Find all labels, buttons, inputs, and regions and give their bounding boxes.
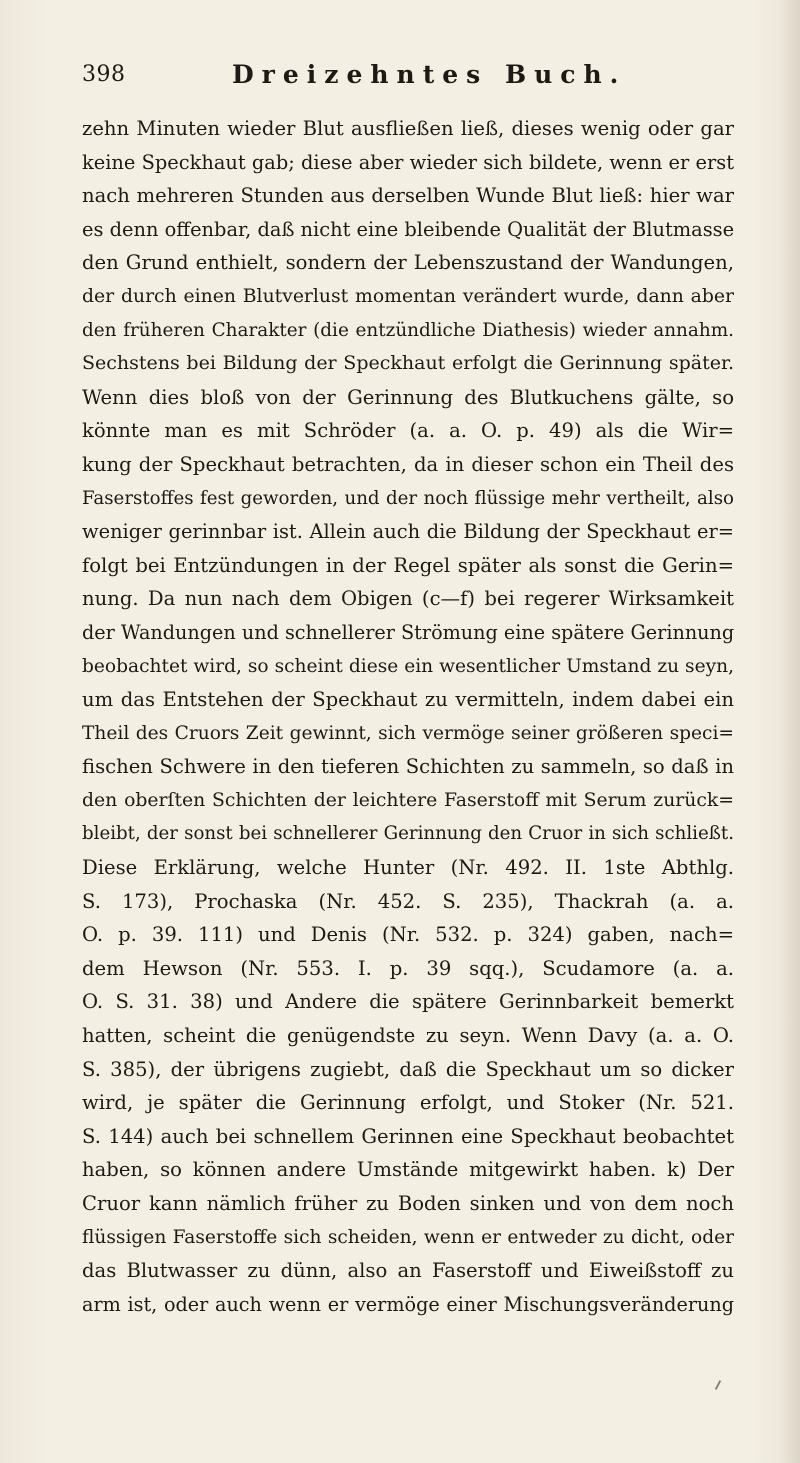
- text-line: wird, je später die Gerinnung erfolgt, und Stoker (Nr. 521.: [82, 1091, 734, 1115]
- text-line: haben, so können andere Umstände mitgewirkt haben. k) Der: [82, 1158, 734, 1182]
- text-line: Diese Erklärung, welche Hunter (Nr. 492. II. 1ste Abthlg.: [82, 856, 734, 880]
- text-line: dem Hewson (Nr. 553. I. p. 39 sqq.), Scudamore (a. a.: [82, 956, 734, 980]
- text-line: das Blutwasser zu dünn, also an Faserstoff und Eiweißstoff zu: [82, 1259, 734, 1283]
- text-line: nung. Da nun nach dem Obigen (c—f) bei regerer Wirksamkeit: [82, 587, 734, 611]
- text-line: S. 144) auch bei schnellem Gerinnen eine Speckhaut beobachtet: [82, 1124, 734, 1148]
- page-number: 398: [82, 62, 126, 87]
- text-line: weniger gerinnbar ist. Allein auch die Bildung der Speckhaut er=: [82, 520, 734, 544]
- text-line: es denn offenbar, daß nicht eine bleibende Qualität der Blutmasse: [82, 217, 734, 241]
- running-head: [82, 58, 732, 98]
- page-edge-shadow: [778, 0, 800, 1463]
- text-line: folgt bei Entzündungen in der Regel später als sonst die Gerin=: [82, 553, 734, 577]
- text-line: könnte man es mit Schröder (a. a. O. p. 49) als die Wir=: [82, 419, 734, 443]
- text-line: Faserstoffes fest geworden, und der noch flüssige mehr vertheilt, also: [82, 487, 734, 509]
- text-line: zehn Minuten wieder Blut ausfließen ließ, dieses wenig oder gar: [82, 117, 734, 140]
- text-line: Wenn dies bloß von der Gerinnung des Blutkuchens gälte, so: [82, 385, 734, 409]
- text-line: O. S. 31. 38) und Andere die spätere Gerinnbarkeit bemerkt: [82, 990, 734, 1014]
- text-line: fischen Schwere in den tieferen Schichten zu sammeln, so daß in: [82, 755, 734, 779]
- text-line: arm ist, oder auch wenn er vermöge einer Mischungsveränderung: [82, 1292, 734, 1316]
- text-line: beobachtet wird, so scheint diese ein wesentlicher Umstand zu seyn,: [82, 655, 734, 677]
- text-line: den Grund enthielt, sondern der Lebenszustand der Wandungen,: [82, 251, 734, 275]
- pen-mark: [715, 1380, 721, 1390]
- text-line: kung der Speckhaut betrachten, da in dieser schon ein Theil des: [82, 452, 734, 476]
- chapter-title: Dreizehntes Buch.: [232, 60, 627, 89]
- text-line: flüssigen Faserstoffe sich scheiden, wenn er entweder zu dicht, oder: [82, 1226, 734, 1248]
- text-line: den früheren Charakter (die entzündliche Diathesis) wieder annahm.: [82, 319, 734, 341]
- text-line: der durch einen Blutverlust momentan verändert wurde, dann aber: [82, 285, 734, 307]
- text-line: der Wandungen und schnellerer Strömung eine spätere Gerinnung: [82, 620, 734, 644]
- text-line: um das Entstehen der Speckhaut zu vermitteln, indem dabei ein: [82, 688, 734, 712]
- text-line: nach mehreren Stunden aus derselben Wunde Blut ließ: hier war: [82, 184, 734, 208]
- text-line: Sechstens bei Bildung der Speckhaut erfolgt die Gerinnung später.: [82, 352, 734, 375]
- text-line: S. 173), Prochaska (Nr. 452. S. 235), Thackrah (a. a.: [82, 889, 734, 913]
- text-line: hatten, scheint die genügendste zu seyn. Wenn Davy (a. a. O.: [82, 1024, 734, 1048]
- text-line: Theil des Cruors Zeit gewinnt, sich vermöge seiner größeren speci=: [82, 722, 734, 744]
- text-line: bleibt, der sonst bei schnellerer Gerinnung den Cruor in sich schließt.: [82, 823, 734, 845]
- text-line: keine Speckhaut gab; diese aber wieder sich bildete, wenn er erst: [82, 150, 734, 174]
- body-text: [82, 112, 734, 1321]
- text-line: S. 385), der übrigens zugiebt, daß die Speckhaut um so dicker: [82, 1057, 734, 1081]
- text-line: Cruor kann nämlich früher zu Boden sinken und von dem noch: [82, 1192, 734, 1215]
- text-line: den oberſten Schichten der leichtere Faserstoff mit Serum zurück=: [82, 789, 734, 811]
- text-line: O. p. 39. 111) und Denis (Nr. 532. p. 324) gaben, nach=: [82, 923, 734, 947]
